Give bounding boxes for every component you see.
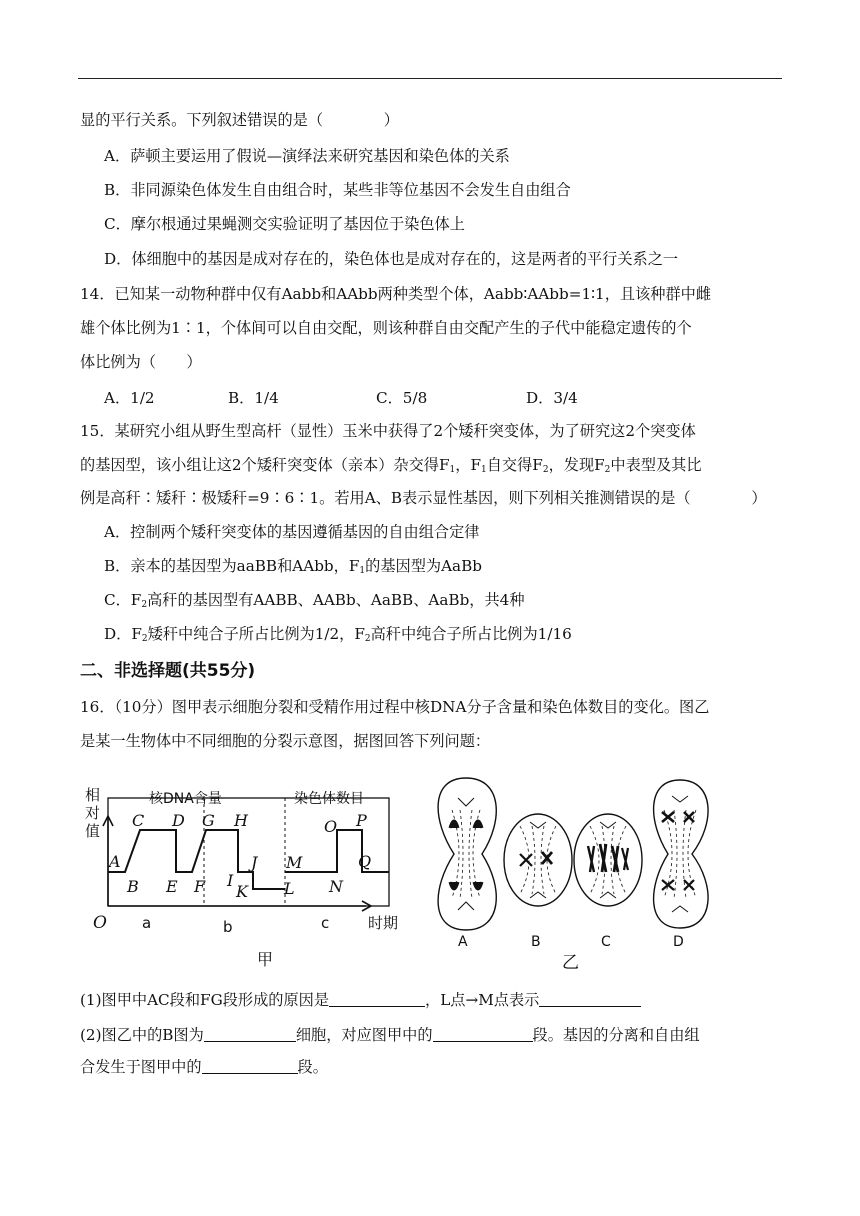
q14-option-d: D．3/4 [526,389,578,407]
pt-G: G [202,811,215,830]
pt-F: F [194,877,206,896]
pt-B: B [127,877,139,896]
q14-option-a: A．1/2 [104,389,155,407]
q13-option-b: B．非同源染色体发生自由组合时，某些非等位基因不会发生自由组合 [104,181,571,199]
q16-line-1: 16．（10分）图甲表示细胞分裂和受精作用过程中核DNA分子含量和染色体数目的变化。图乙 [80,698,710,716]
answer-blank-4[interactable] [433,1026,533,1042]
pt-N: N [329,877,343,896]
q13-option-d: D．体细胞中的基因是成对存在的，染色体也是成对存在的，这是两者的平行关系之一 [104,250,679,268]
cell-d [654,780,708,950]
answer-blank-5[interactable] [202,1058,298,1074]
period-c: c [321,914,330,932]
q15-option-b: B．亲本的基因型为aaBB和AAbb，$F_1$的基因型为AaBb [104,557,482,576]
q13-stem: 显的平行关系。下列叙述错误的是（ ） [80,111,399,129]
q14-line-3: 体比例为（ ） [80,353,202,371]
q14-option-b: B．1/4 [228,389,279,407]
q14-line-2: 雄个体比例为1∶1，个体间可以自由交配，则该种群自由交配产生的子代中能稳定遗传的个 [80,319,692,337]
q15-option-d: D．$F_2$矮秆中纯合子所占比例为1/2，$F_2$高秆中纯合子所占比例为1/16 [104,625,572,644]
pt-I: I [227,871,234,890]
cell-a-label: A [458,934,468,950]
q14-line-1: 14．已知某一动物种群中仅有Aabb和AAbb两种类型个体，Aabb∶AAbb=1∶1，且该种群中雌 [80,285,712,303]
answer-blank-2[interactable] [539,991,641,1007]
q16-sub2-line-1: (2)图乙中的B图为 细胞，对应图甲中的 段。基因的分离和自由组 [80,1026,700,1044]
pt-K: K [236,882,248,901]
pt-J: J [251,853,258,872]
q15-option-a: A．控制两个矮秆突变体的基因遵循基因的自由组合定律 [104,523,480,541]
y-label-2: 对 [85,804,101,822]
cell-c-label: C [601,934,611,950]
q15-line-2: 的基因型，该小组让这2个矮秆突变体（亲本）杂交得$F_1$，$F_1$自交得$F_2$，发现$F_2$中表型及其比 [80,456,702,475]
q16-sub2-line-2: 合发生于图甲中的 段。 [80,1058,328,1076]
pt-C: C [132,811,145,830]
answer-blank-1[interactable] [329,991,425,1007]
figure-jia-yi [80,770,800,980]
q13-option-a: A．萨顿主要运用了假说—演绎法来研究基因和染色体的关系 [104,147,510,165]
period-b: b [223,918,233,936]
pt-H: H [234,811,248,830]
cell-b-label: B [531,934,541,950]
q15-line-1: 15．某研究小组从野生型高杆（显性）玉米中获得了2个矮秆突变体，为了研究这2个突变体 [80,422,696,440]
figure-yi [438,778,708,973]
period-a: a [142,914,152,932]
pt-D: D [172,811,185,830]
q13-option-c: C．摩尔根通过果蝇测交实验证明了基因位于染色体上 [104,215,465,233]
pt-O: O [324,817,338,836]
figure-yi-label: 乙 [562,953,579,973]
origin-label: O [93,913,107,933]
q15-option-c: C．$F_2$高秆的基因型有AABB、AABb、AaBB、AaBb，共4种 [104,591,525,610]
pt-P: P [356,811,367,830]
q16-line-2: 是某一生物体中不同细胞的分裂示意图，据图回答下列问题： [80,732,491,750]
pt-L: L [284,879,295,898]
x-label: 时期 [368,914,399,932]
cell-c [574,814,642,950]
answer-blank-3[interactable] [204,1026,296,1042]
figure-jia-label: 甲 [257,950,274,969]
pt-M: M [286,853,303,872]
frame [108,798,389,906]
pt-A: A [109,852,121,871]
chromosome-label: 染色体数目 [294,791,364,807]
q14-option-c: C．5/8 [376,389,428,407]
section-heading: 二、非选择题(共55分) [80,661,256,681]
q16-sub1: (1)图甲中AC段和FG段形成的原因是 ，L点→M点表示 [80,990,641,1010]
dna-label: 核DNA含量 [149,791,222,807]
pt-Q: Q [358,852,372,871]
cell-d-label: D [673,934,684,950]
y-label-1: 相 [85,786,101,804]
header-rule [78,78,782,79]
pt-E: E [166,877,178,896]
cell-a [438,778,496,950]
figure-jia-labels [85,786,398,969]
q15-line-3: 例是高秆∶矮秆∶极矮秆=9∶6∶1。若用A、B表示显性基因，则下列相关推测错误的是（ ） [80,489,767,507]
cell-b [504,814,572,950]
y-label-3: 值 [85,822,101,840]
